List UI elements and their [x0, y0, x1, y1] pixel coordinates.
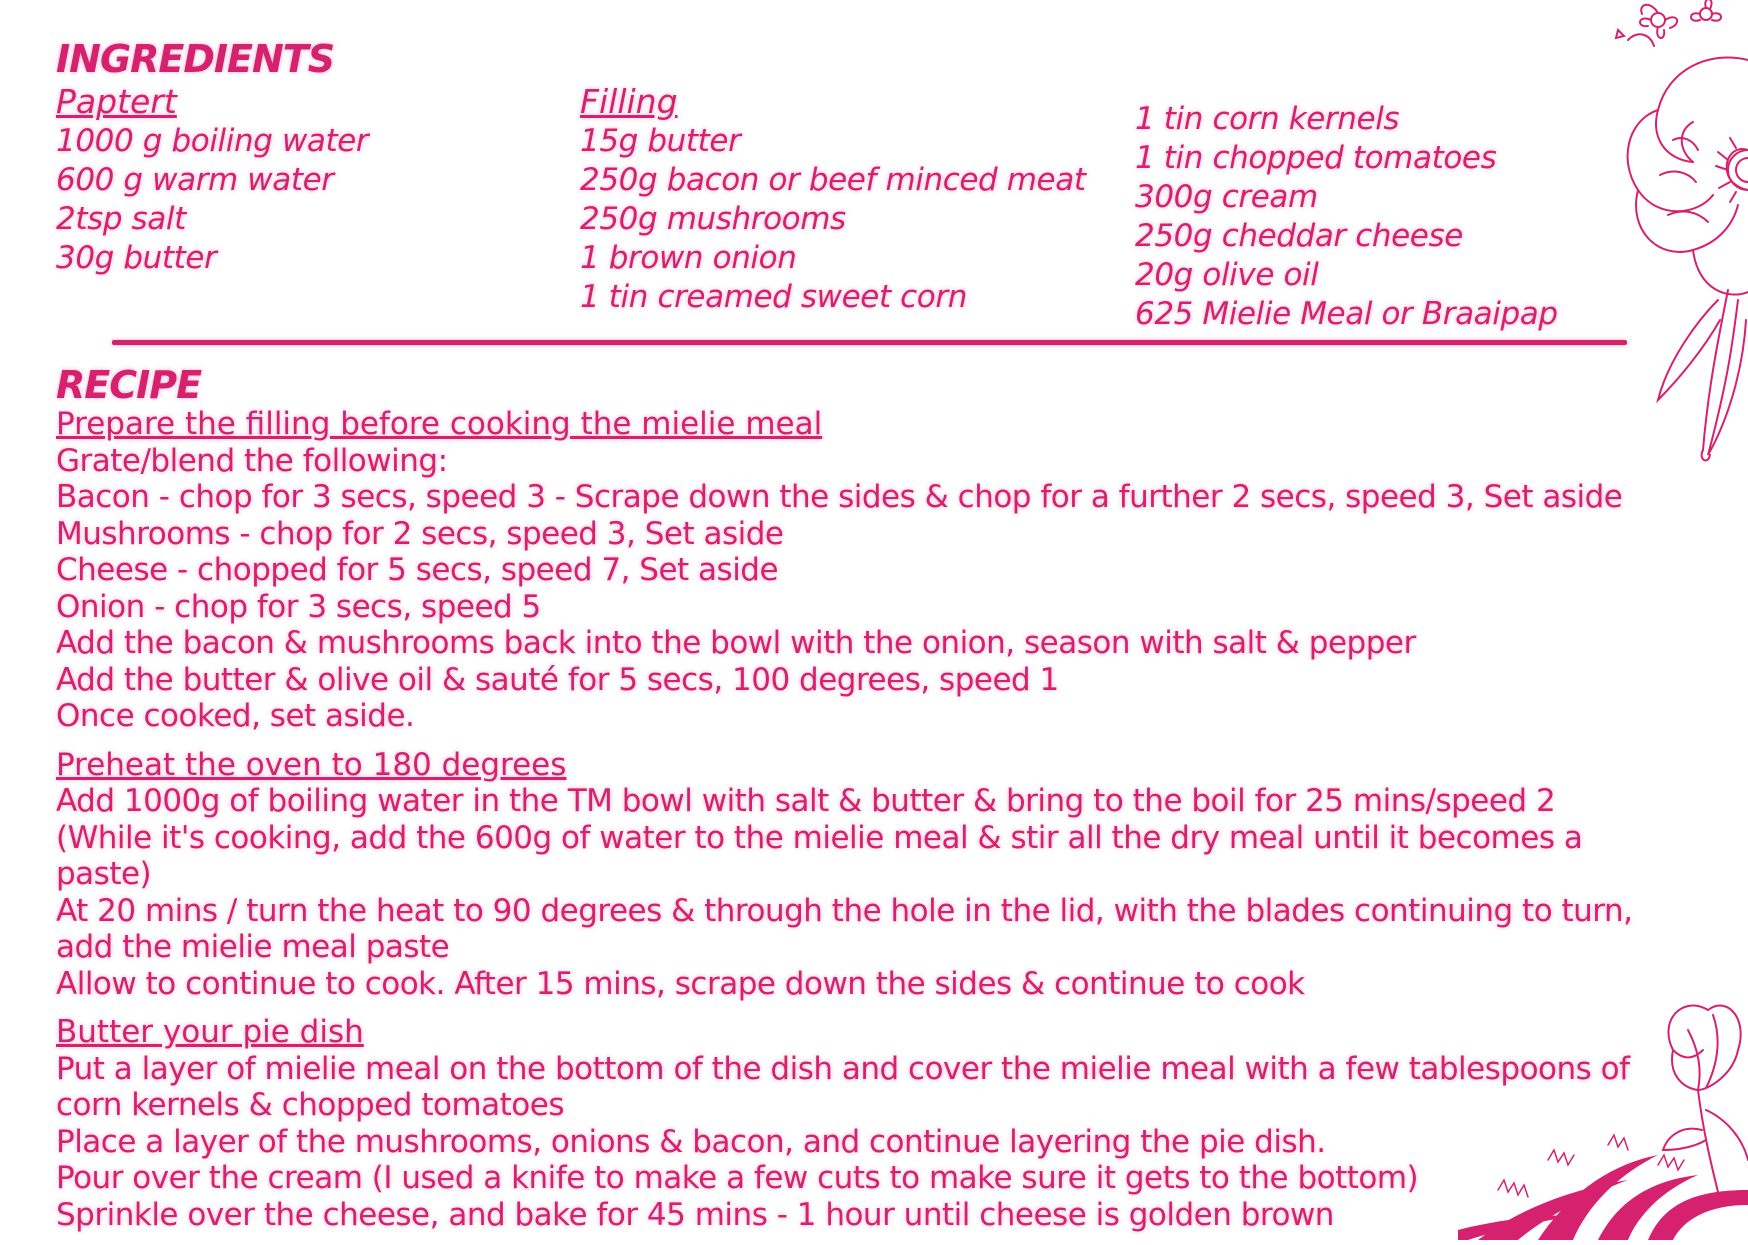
- ingredient-item: 250g bacon or beef minced meat: [580, 162, 1086, 198]
- step-line: Add the butter & olive oil & sauté for 5 secs, 100 degrees, speed 1: [56, 661, 1059, 698]
- ingredient-item: 625 Mielie Meal or Braaipap: [1135, 296, 1558, 332]
- ingredient-item: 250g cheddar cheese: [1135, 218, 1463, 254]
- step-lines: [56, 783, 1636, 1002]
- step-line: Put a layer of mielie meal on the bottom of the dish and cover the mielie meal with a few tablespoons of corn kernels & chopped tomatoes: [56, 1050, 1630, 1123]
- ingredient-item: 20g olive oil: [1135, 257, 1319, 293]
- recipe-title: RECIPE: [56, 363, 202, 407]
- filling-list: [580, 122, 1086, 317]
- step-heading: Preheat the oven to 180 degrees: [56, 746, 567, 783]
- filling-heading: Filling: [580, 82, 678, 121]
- ingredient-item: 1 tin creamed sweet corn: [580, 279, 967, 315]
- ingredient-item: 600 g warm water: [56, 162, 334, 198]
- step-lines: [56, 1051, 1636, 1234]
- flower-illustration-icon: [1598, 0, 1748, 470]
- recipe-step-pie-dish: [56, 1014, 1636, 1233]
- step-heading: Prepare the filling before cooking the mielie meal: [56, 406, 823, 442]
- recipe-step-oven: [56, 747, 1636, 1003]
- step-line: Add 1000g of boiling water in the TM bowl with salt & butter & bring to the boil for 25 mins/speed 2: [56, 783, 1556, 819]
- step-line: Mushrooms - chop for 2 secs, speed 3, Set aside: [56, 515, 784, 552]
- step-line: Bacon - chop for 3 secs, speed 3 - Scrape down the sides & chop for a further 2 secs, speed 3, Set aside: [56, 479, 1623, 515]
- step-line: Place a layer of the mushrooms, onions & bacon, and continue layering the pie dish.: [56, 1123, 1326, 1160]
- step-heading: Butter your pie dish: [56, 1014, 364, 1050]
- ingredient-item: 2tsp salt: [56, 201, 186, 237]
- tulip-and-grass-illustration-icon: [1458, 990, 1748, 1240]
- ingredients-title: INGREDIENTS: [56, 37, 335, 81]
- filling-column: [580, 82, 1086, 317]
- step-line: Grate/blend the following:: [56, 442, 448, 479]
- ingredient-item: 1 tin corn kernels: [1135, 101, 1400, 137]
- step-lines: [56, 443, 1636, 735]
- section-divider: [112, 340, 1627, 345]
- step-line: Pour over the cream (I used a knife to make a few cuts to make sure it gets to the bottom): [56, 1160, 1419, 1196]
- paptert-list: [56, 122, 368, 278]
- step-line: Sprinkle over the cheese, and bake for 45 mins - 1 hour until cheese is golden brown: [56, 1196, 1334, 1233]
- ingredient-item: 250g mushrooms: [580, 201, 846, 237]
- filling-continued-column: [1135, 100, 1558, 334]
- filling-continued-list: [1135, 100, 1558, 334]
- step-line: (While it's cooking, add the 600g of water to the mielie meal & stir all the dry meal until it becomes a paste): [56, 819, 1583, 892]
- recipe-step-filling: [56, 406, 1636, 735]
- ingredient-item: 15g butter: [580, 123, 741, 159]
- ingredient-item: 30g butter: [56, 240, 217, 276]
- paptert-heading: Paptert: [56, 82, 177, 121]
- paptert-column: [56, 82, 368, 278]
- ingredient-item: 1 tin chopped tomatoes: [1135, 140, 1497, 176]
- step-line: Add the bacon & mushrooms back into the bowl with the onion, season with salt & pepper: [56, 625, 1416, 661]
- recipe-steps: [56, 406, 1636, 1245]
- step-line: Once cooked, set aside.: [56, 698, 415, 734]
- ingredient-item: 1000 g boiling water: [56, 123, 369, 159]
- ingredient-item: 1 brown onion: [580, 240, 797, 276]
- step-line: Onion - chop for 3 secs, speed 5: [56, 588, 541, 625]
- ingredient-item: 300g cream: [1135, 179, 1318, 215]
- step-line: Cheese - chopped for 5 secs, speed 7, Set aside: [56, 552, 779, 588]
- step-line: Allow to continue to cook. After 15 mins, scrape down the sides & continue to cook: [56, 965, 1305, 1002]
- step-line: At 20 mins / turn the heat to 90 degrees & through the hole in the lid, with the blades continuing to turn, add the mielie meal paste: [56, 892, 1633, 965]
